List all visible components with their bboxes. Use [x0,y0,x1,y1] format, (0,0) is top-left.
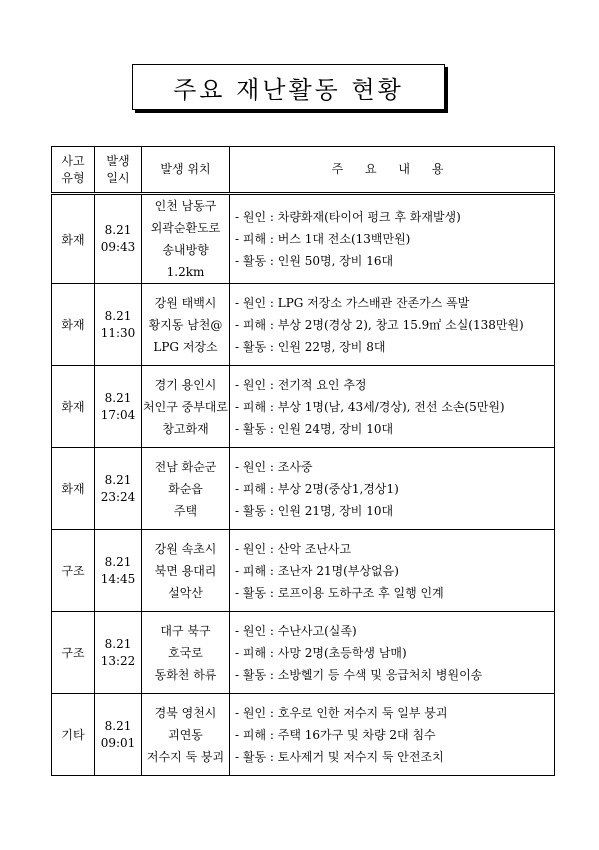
incident-type-cell: 구조 [52,530,95,612]
occurrence-date: 8.21 [104,718,132,733]
content-line: - 피해 : 주택 16가구 및 차량 2대 침수 [235,727,436,742]
incident-type-cell: 기타 [52,694,95,776]
incident-type-cell: 화재 [52,366,95,448]
location-line: 북면 용대리 [154,563,217,578]
content-line: - 활동 : 로프이용 도하구조 후 일행 인계 [235,585,444,600]
content-cell [230,694,555,776]
content-line: - 활동 : 인원 50명, 장비 16대 [235,254,394,268]
content-cell [230,284,555,366]
occurrence-date: 8.21 [104,223,132,237]
location-line: 경기 용인시 [154,377,217,392]
content-cell [230,366,555,448]
location-line: LPG 저장소 [153,339,218,354]
table-row [52,194,555,284]
content-line: - 피해 : 사망 2명(초등학생 남매) [235,645,407,660]
header-time-line: 발생 [106,153,130,168]
occurrence-clock-time: 17:04 [100,407,136,422]
location-cell [142,694,230,776]
content-cell [230,530,555,612]
content-line: - 활동 : 소방헬기 등 수색 및 응급처치 병원이송 [235,667,483,682]
content-line: - 원인 : 조사중 [235,459,313,474]
occurrence-date: 8.21 [104,636,132,651]
content-line: - 활동 : 토사제거 및 저수지 둑 안전조치 [235,749,444,764]
occurrence-date: 8.21 [104,472,132,487]
disaster-activity-table [51,146,555,776]
content-line: - 원인 : 산악 조난사고 [235,541,352,556]
occurrence-time-cell [95,612,142,694]
table-row [52,612,555,694]
content-line: - 피해 : 조난자 21명(부상없음) [235,563,399,578]
location-line: 설악산 [168,585,203,600]
location-line: 저수지 둑 붕괴 [146,749,225,764]
page-title-box [132,64,445,110]
content-line: - 원인 : 수난사고(실족) [235,623,357,638]
location-cell [142,366,230,448]
location-line: 외곽순환도로 [150,221,221,235]
location-cell [142,612,230,694]
content-line: - 피해 : 버스 1대 전소(13백만원) [235,232,411,246]
content-line: - 원인 : 차량화재(타이어 펑크 후 화재발생) [235,210,461,224]
table-row [52,448,555,530]
location-line: 대구 북구 [160,623,211,638]
content-line: - 원인 : LPG 저장소 가스배관 잔존가스 폭발 [235,295,470,310]
incident-type-cell: 화재 [52,284,95,366]
content-line: - 활동 : 인원 21명, 장비 10대 [235,503,394,518]
table-header-row [52,147,555,194]
content-cell [230,612,555,694]
header-incident-type [52,147,95,194]
header-type-line: 사고 [61,153,85,168]
table-row [52,530,555,612]
content-line: - 피해 : 부상 2명(중상1,경상1) [235,481,399,496]
location-line: 인천 남동구 [154,199,217,213]
occurrence-time-cell [95,366,142,448]
location-cell [142,530,230,612]
location-line: 처인구 중부대로 [143,399,228,414]
location-line: 황지동 남천@ [148,317,223,332]
occurrence-time-cell [95,694,142,776]
location-line: 호국로 [168,645,203,660]
location-line: 경북 영천시 [154,705,217,720]
header-content: 주 요 내 용 [230,147,555,194]
occurrence-time-cell [95,194,142,284]
occurrence-time-cell [95,530,142,612]
content-line: - 피해 : 부상 1명(남, 43세/경상), 전선 소손(5만원) [235,399,505,414]
location-line: 강원 속초시 [154,541,217,556]
occurrence-clock-time: 09:01 [100,735,136,750]
table-row [52,284,555,366]
header-occurrence-time [95,147,142,194]
location-line: 강원 태백시 [154,295,217,310]
occurrence-clock-time: 09:43 [100,240,136,254]
location-line: 동화천 하류 [154,667,217,682]
incident-type-cell: 화재 [52,194,95,284]
page-title: 주요 재난활동 현황 [173,75,404,104]
occurrence-clock-time: 13:22 [100,653,136,668]
location-line: 주택 [173,503,198,518]
table-row [52,694,555,776]
location-line: 괴연동 [168,727,203,742]
header-time-line: 일시 [106,170,130,185]
content-line: - 활동 : 인원 24명, 장비 10대 [235,421,394,436]
content-line: - 피해 : 부상 2명(경상 2), 창고 15.9㎡ 소실(138만원) [235,317,524,332]
occurrence-clock-time: 11:30 [100,325,136,340]
content-line: - 원인 : 호우로 인한 저수지 둑 일부 붕괴 [235,705,448,720]
occurrence-clock-time: 23:24 [100,489,136,504]
header-type-line: 유형 [61,170,85,185]
location-cell [142,284,230,366]
location-cell [142,448,230,530]
location-line: 송내방향 1.2km [162,243,209,279]
occurrence-clock-time: 14:45 [100,571,136,586]
occurrence-time-cell [95,284,142,366]
occurrence-date: 8.21 [104,554,132,569]
occurrence-date: 8.21 [104,308,132,323]
content-line: - 원인 : 전기적 요인 추정 [235,377,367,392]
occurrence-time-cell [95,448,142,530]
location-line: 창고화재 [162,421,209,436]
location-cell [142,194,230,284]
occurrence-date: 8.21 [104,390,132,405]
incident-type-cell: 구조 [52,612,95,694]
header-location: 발생 위치 [142,147,230,194]
location-line: 전남 화순군 [154,459,217,474]
location-line: 화순읍 [168,481,203,496]
content-line: - 활동 : 인원 22명, 장비 8대 [235,339,386,354]
incident-type-cell: 화재 [52,448,95,530]
table-row [52,366,555,448]
content-cell [230,194,555,284]
content-cell [230,448,555,530]
